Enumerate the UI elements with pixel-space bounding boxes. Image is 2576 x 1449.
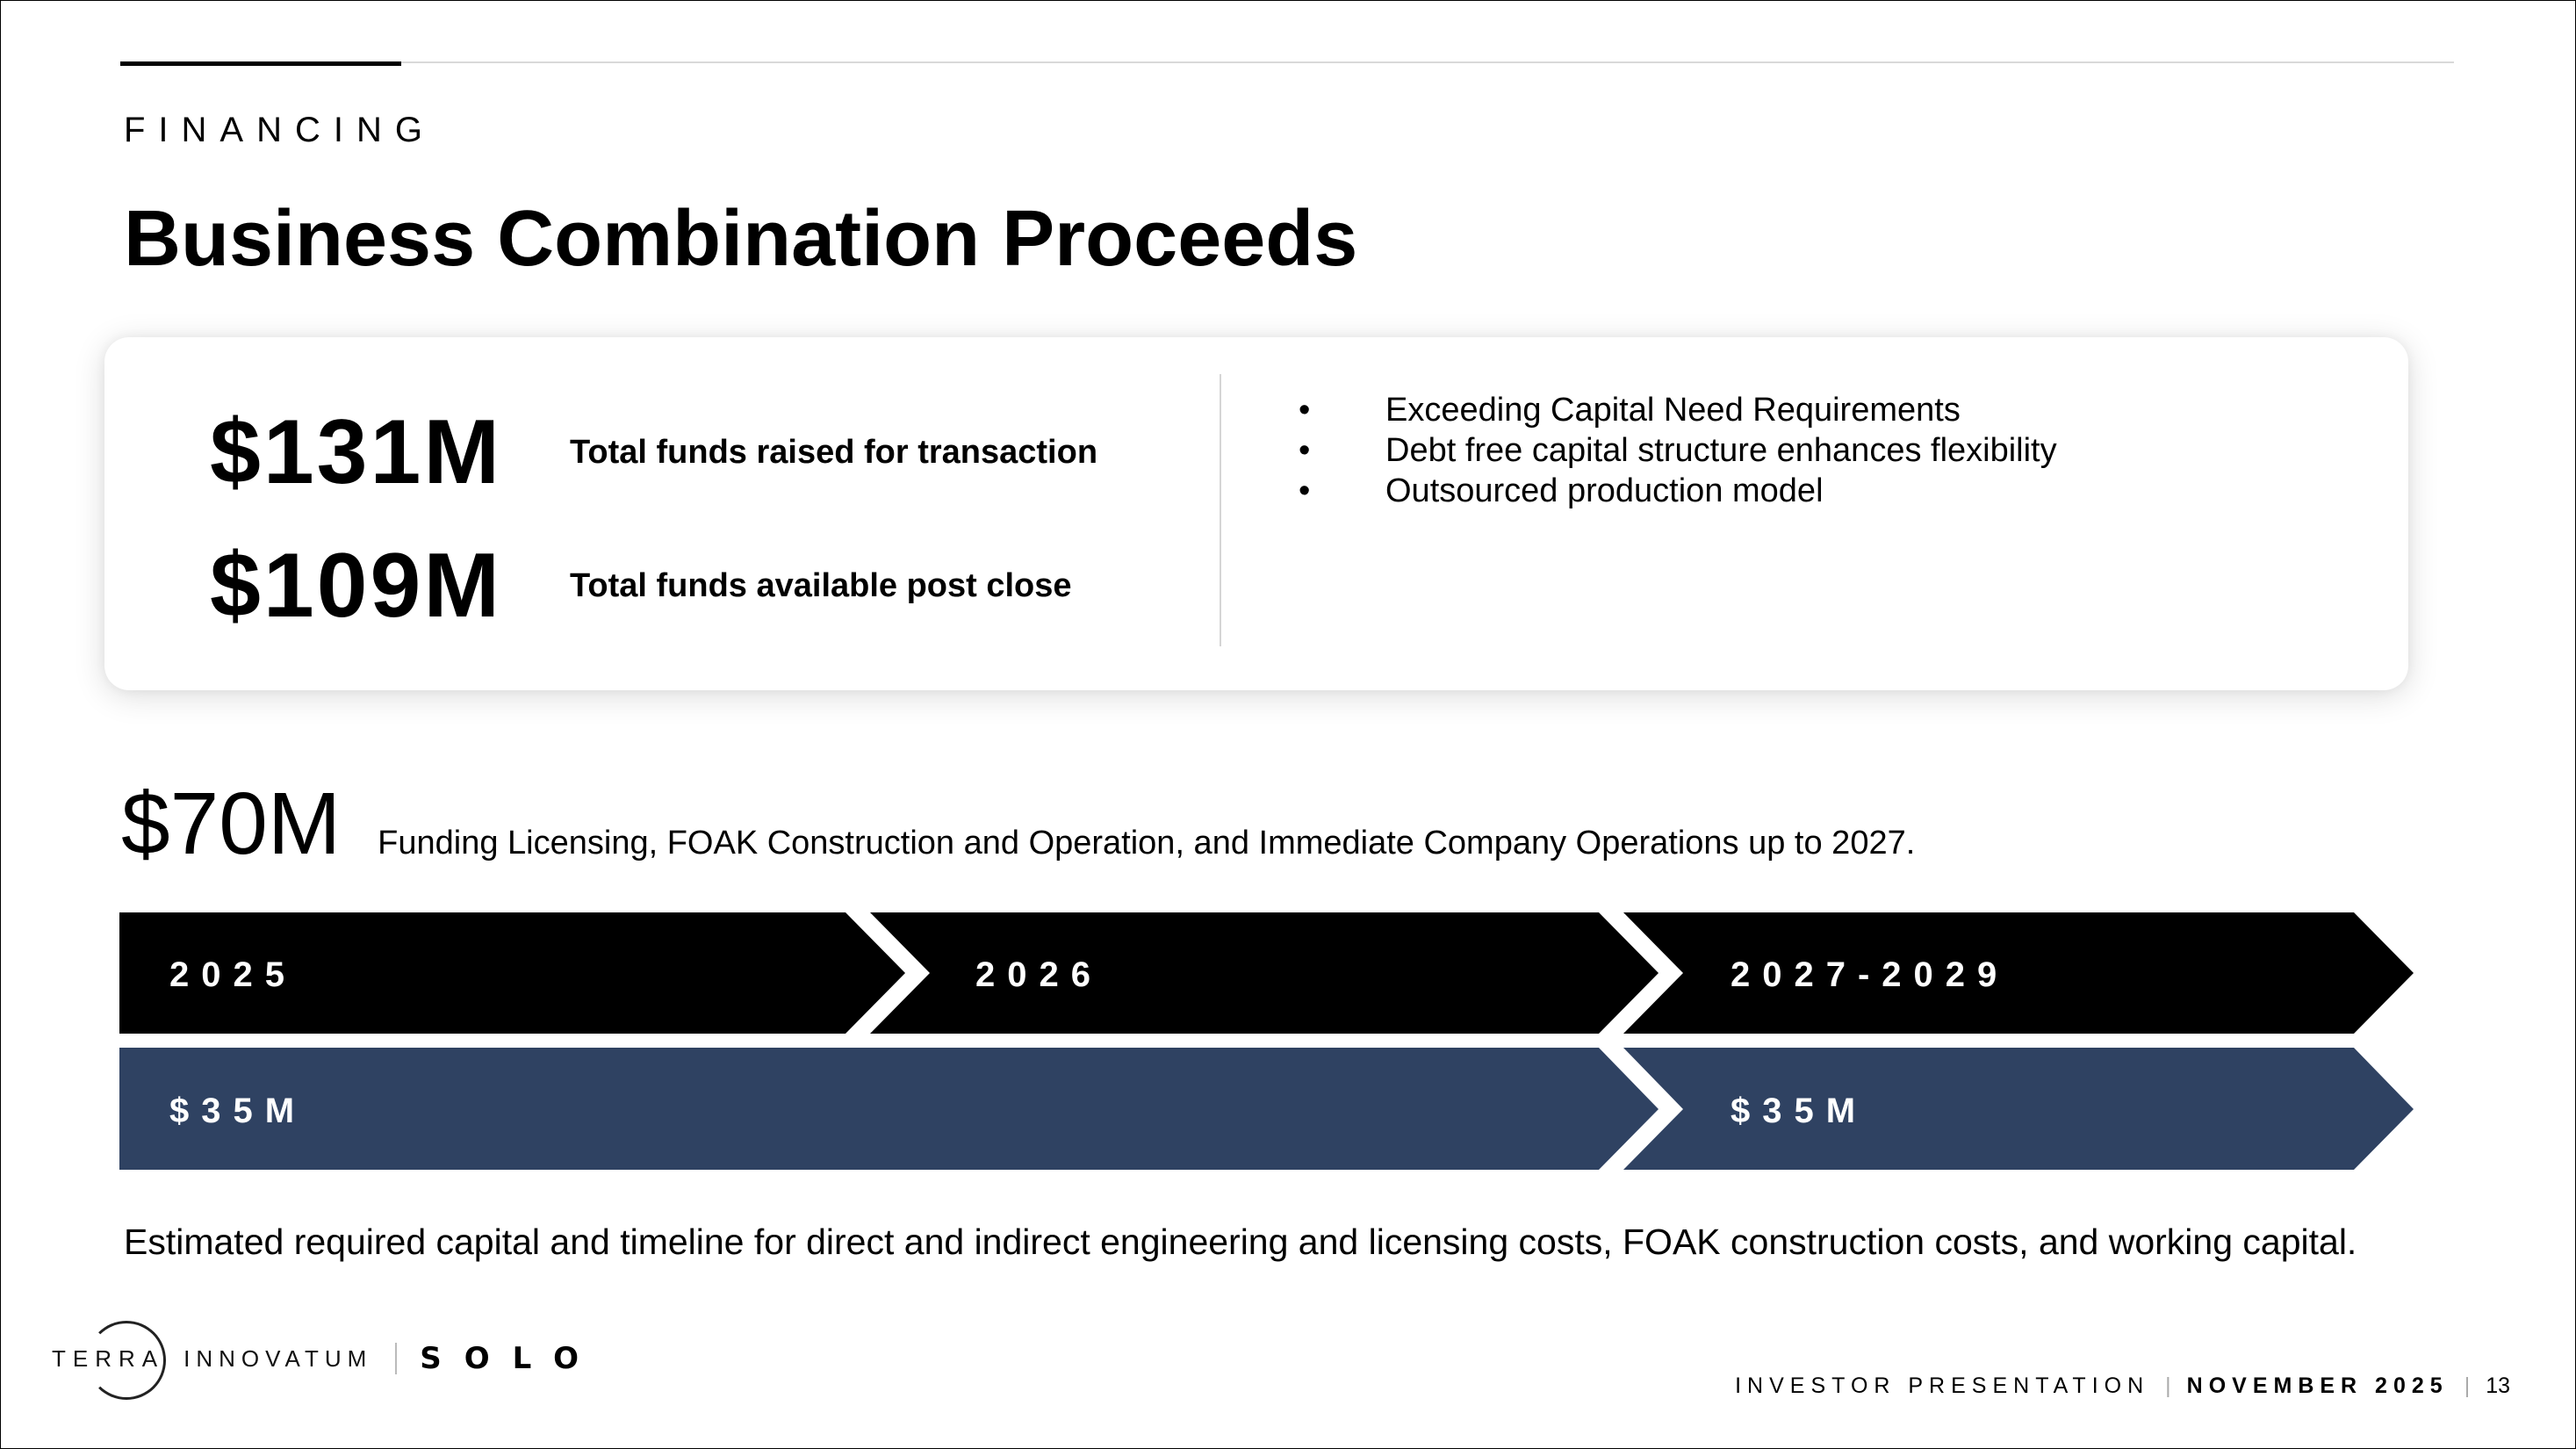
footer-separator: | [2464,1373,2471,1398]
bullet-item: • Debt free capital structure enhances flexibility [1299,430,2057,471]
page-number: 13 [2486,1373,2510,1398]
timeline-year-2027-2029: 2027-2029 [1731,955,2010,994]
logo-terra-label: TERRA [52,1344,165,1372]
page-title: Business Combination Proceeds [124,195,1358,283]
funding-description: Funding Licensing, FOAK Construction and Operation, and Immediate Company Operations up to 2027. [378,825,1916,861]
logo-solo-text: SOLO [420,1341,602,1376]
funding-amount-second: $35M [1731,1092,1868,1130]
stat-value: $131M [210,401,502,503]
funding-amount: $70M [121,775,342,873]
timeline-year-2025: 2025 [169,955,297,994]
bullet-item: • Exceeding Capital Need Requirements [1299,390,2057,430]
footnote: Estimated required capital and timeline for direct and indirect engineering and licensing costs, FOAK construction costs, and working capital. [124,1222,2357,1262]
footer-presentation-label: INVESTOR PRESENTATION [1735,1373,2150,1398]
funding-amount-first: $35M [169,1092,307,1130]
stat-description: Total funds available post close [570,567,1072,604]
section-label: FINANCING [124,111,435,149]
logo-terra-text [52,1345,164,1373]
footer-separator: | [2165,1373,2171,1398]
funding-arrow-first-35m [119,1048,1659,1170]
logo-innovatum-text: INNOVATUM [183,1344,373,1372]
footer-logo [52,1341,601,1376]
footer-info [1735,1373,2510,1399]
bullet-item: • Outsourced production model [1299,471,2057,511]
timeline-diagram [1,1,2576,1195]
logo-divider [395,1343,397,1374]
logo-arc-icon [87,1321,166,1400]
stat-value: $109M [210,535,502,637]
footer-date: NOVEMBER 2025 [2186,1373,2449,1398]
timeline-year-2026: 2026 [975,955,1103,994]
stat-description: Total funds raised for transaction [570,434,1098,471]
